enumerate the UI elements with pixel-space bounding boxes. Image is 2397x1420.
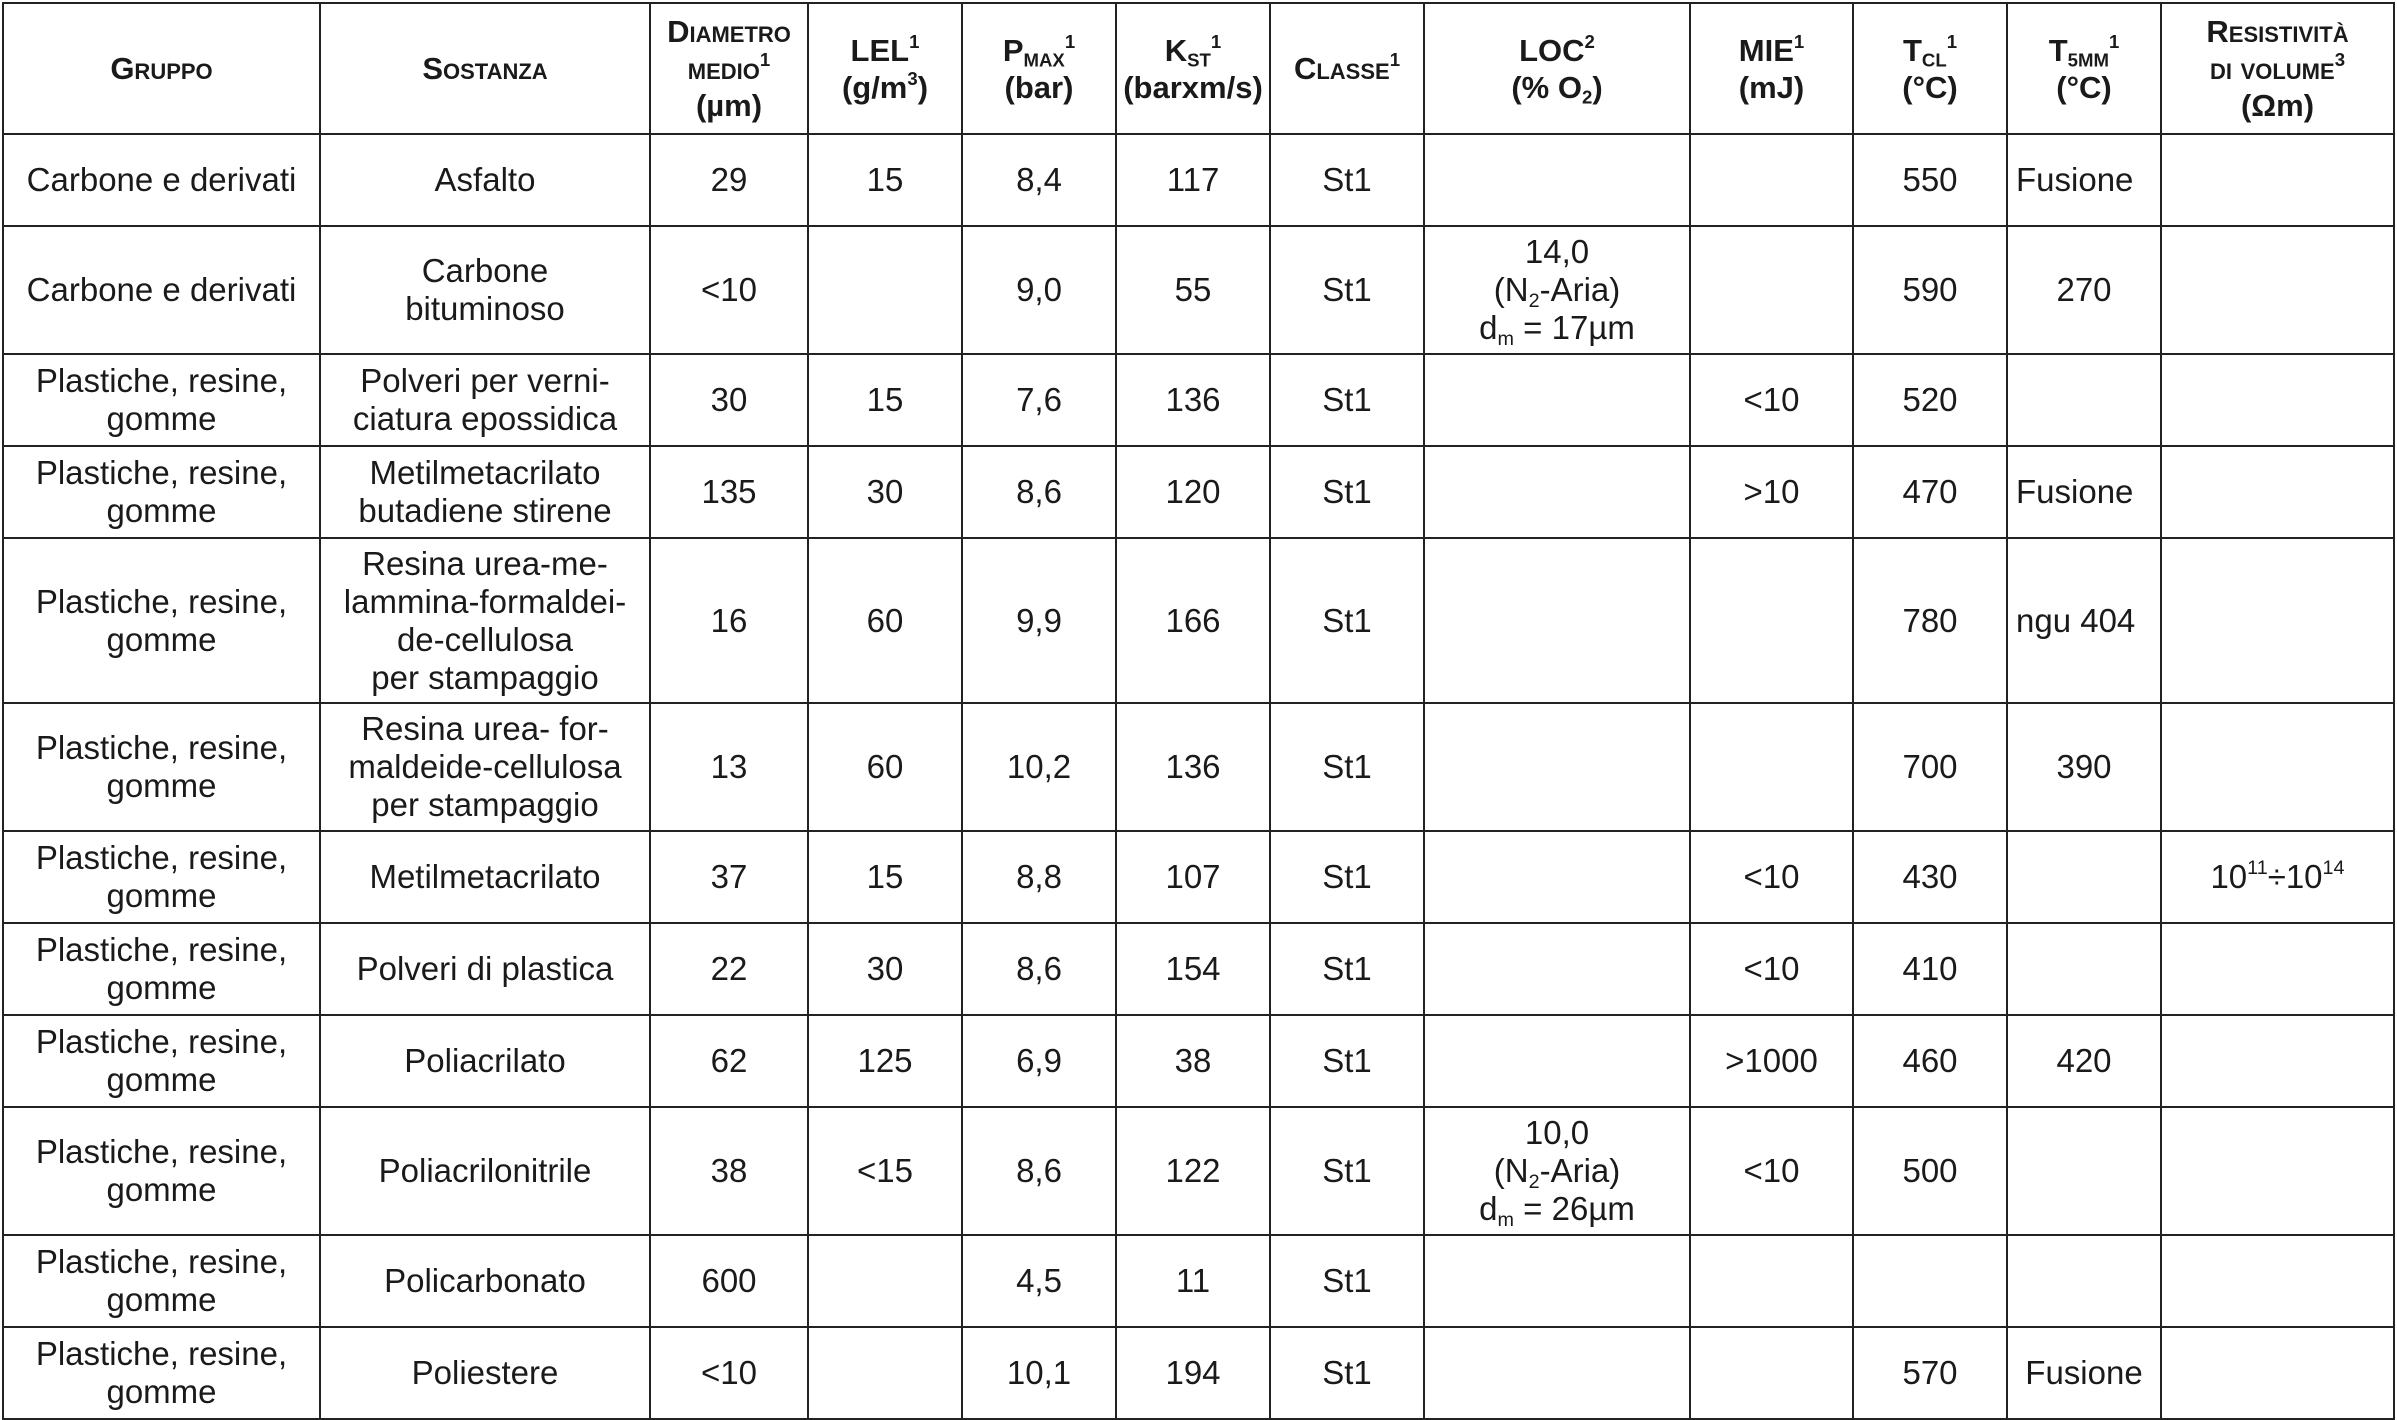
cell-lel: 60 xyxy=(808,703,962,831)
cell-kst: 38 xyxy=(1116,1015,1270,1107)
cell-mie xyxy=(1690,538,1853,703)
cell-mie: <10 xyxy=(1690,354,1853,446)
table-row xyxy=(3,1235,2394,1327)
table-row xyxy=(3,134,2394,226)
cell-t5mm xyxy=(2007,923,2161,1015)
cell-classe: St1 xyxy=(1270,446,1424,538)
cell-lel xyxy=(808,1235,962,1327)
cell-kst: 136 xyxy=(1116,703,1270,831)
cell-kst: 122 xyxy=(1116,1107,1270,1235)
cell-mie xyxy=(1690,134,1853,226)
cell-sostanza: Policarbonato xyxy=(320,1235,650,1327)
cell-classe: St1 xyxy=(1270,1327,1424,1419)
cell-classe: St1 xyxy=(1270,226,1424,354)
cell-resistivita xyxy=(2161,703,2394,831)
cell-mie xyxy=(1690,703,1853,831)
header-tcl: $T_{CL}^1$ (°C) xyxy=(1853,3,2007,134)
cell-sostanza: Resina urea-me- lammina-formaldei- de-cellulosa per stampaggio xyxy=(320,538,650,703)
cell-gruppo: Plastiche, resine, gomme xyxy=(3,1107,320,1235)
cell-gruppo: Plastiche, resine, gomme xyxy=(3,446,320,538)
cell-tcl: 460 xyxy=(1853,1015,2007,1107)
cell-lel: <15 xyxy=(808,1107,962,1235)
cell-tcl: 780 xyxy=(1853,538,2007,703)
header-diametro: Diametro medio$^1$ (µm) xyxy=(650,3,808,134)
table-row xyxy=(3,1015,2394,1107)
header-row xyxy=(3,3,2394,134)
cell-pmax: 8,6 xyxy=(962,446,1116,538)
cell-lel: 15 xyxy=(808,134,962,226)
cell-pmax: 7,6 xyxy=(962,354,1116,446)
cell-kst: 194 xyxy=(1116,1327,1270,1419)
cell-t5mm xyxy=(2007,1235,2161,1327)
cell-t5mm xyxy=(2007,831,2161,923)
cell-kst: 136 xyxy=(1116,354,1270,446)
cell-kst: 154 xyxy=(1116,923,1270,1015)
cell-lel: 60 xyxy=(808,538,962,703)
header-mie: MIE$^1$ (mJ) xyxy=(1690,3,1853,134)
cell-classe: St1 xyxy=(1270,538,1424,703)
cell-loc xyxy=(1424,134,1690,226)
cell-loc: 10,0 $(N_2-Aria)$ $d_m = 26\mu m$ xyxy=(1424,1107,1690,1235)
cell-diametro: 62 xyxy=(650,1015,808,1107)
cell-loc xyxy=(1424,923,1690,1015)
cell-pmax: 8,4 xyxy=(962,134,1116,226)
cell-classe: St1 xyxy=(1270,354,1424,446)
cell-lel: 30 xyxy=(808,446,962,538)
explosive-dust-table xyxy=(2,2,2395,1420)
cell-lel: 125 xyxy=(808,1015,962,1107)
cell-classe: St1 xyxy=(1270,831,1424,923)
cell-tcl xyxy=(1853,1235,2007,1327)
cell-loc xyxy=(1424,1327,1690,1419)
cell-resistivita xyxy=(2161,538,2394,703)
cell-resistivita xyxy=(2161,1015,2394,1107)
cell-tcl: 700 xyxy=(1853,703,2007,831)
header-classe: Classe$^1$ xyxy=(1270,3,1424,134)
cell-sostanza: Resina urea- for- maldeide-cellulosa per stampaggio xyxy=(320,703,650,831)
cell-mie: <10 xyxy=(1690,923,1853,1015)
cell-lel xyxy=(808,226,962,354)
cell-pmax: 9,9 xyxy=(962,538,1116,703)
cell-tcl: 500 xyxy=(1853,1107,2007,1235)
cell-kst: 107 xyxy=(1116,831,1270,923)
cell-kst: 120 xyxy=(1116,446,1270,538)
cell-loc xyxy=(1424,831,1690,923)
cell-diametro: <10 xyxy=(650,226,808,354)
header-sostanza: Sostanza xyxy=(320,3,650,134)
cell-resistivita xyxy=(2161,1235,2394,1327)
header-gruppo: Gruppo xyxy=(3,3,320,134)
cell-mie xyxy=(1690,1327,1853,1419)
cell-tcl: 470 xyxy=(1853,446,2007,538)
cell-loc xyxy=(1424,538,1690,703)
header-kst: $K_{ST}^1$ (barxm/s) xyxy=(1116,3,1270,134)
cell-kst: 55 xyxy=(1116,226,1270,354)
header-loc: LOC$^2$ (% $O_2$) xyxy=(1424,3,1690,134)
cell-classe: St1 xyxy=(1270,1235,1424,1327)
cell-resistivita xyxy=(2161,134,2394,226)
header-resistivita: Resistività di volume$^3$ (Ωm) xyxy=(2161,3,2394,134)
cell-diametro: 13 xyxy=(650,703,808,831)
cell-mie: <10 xyxy=(1690,1107,1853,1235)
cell-sostanza: Metilmetacrilato butadiene stirene xyxy=(320,446,650,538)
cell-loc: 14,0 $(N_2-Aria)$ $d_m = 17\mu m$ xyxy=(1424,226,1690,354)
cell-diametro: 22 xyxy=(650,923,808,1015)
cell-gruppo: Carbone e derivati xyxy=(3,226,320,354)
cell-gruppo: Plastiche, resine, gomme xyxy=(3,1327,320,1419)
cell-tcl: 520 xyxy=(1853,354,2007,446)
cell-mie: >10 xyxy=(1690,446,1853,538)
cell-classe: St1 xyxy=(1270,1015,1424,1107)
cell-diametro: 30 xyxy=(650,354,808,446)
cell-lel: 30 xyxy=(808,923,962,1015)
table-row xyxy=(3,923,2394,1015)
cell-tcl: 570 xyxy=(1853,1327,2007,1419)
header-t5mm: $T_{5MM}^1$ (°C) xyxy=(2007,3,2161,134)
cell-t5mm xyxy=(2007,354,2161,446)
cell-kst: 11 xyxy=(1116,1235,1270,1327)
table-row xyxy=(3,354,2394,446)
cell-sostanza: Metilmetacrilato xyxy=(320,831,650,923)
cell-gruppo: Carbone e derivati xyxy=(3,134,320,226)
cell-gruppo: Plastiche, resine, gomme xyxy=(3,831,320,923)
header-pmax: $P_{MAX}^1$ (bar) xyxy=(962,3,1116,134)
cell-lel xyxy=(808,1327,962,1419)
cell-diametro: 37 xyxy=(650,831,808,923)
table-row xyxy=(3,831,2394,923)
cell-resistivita xyxy=(2161,1107,2394,1235)
table-row xyxy=(3,446,2394,538)
cell-resistivita xyxy=(2161,1327,2394,1419)
table-row xyxy=(3,226,2394,354)
cell-tcl: 550 xyxy=(1853,134,2007,226)
cell-t5mm: Fusione xyxy=(2007,134,2161,226)
header-lel: LEL$^1$ $(g/m^3)$ xyxy=(808,3,962,134)
cell-gruppo: Plastiche, resine, gomme xyxy=(3,354,320,446)
cell-t5mm: Fusione xyxy=(2007,446,2161,538)
cell-resistivita xyxy=(2161,446,2394,538)
cell-t5mm xyxy=(2007,1107,2161,1235)
cell-t5mm: 420 xyxy=(2007,1015,2161,1107)
cell-sostanza: Polveri per verni- ciatura epossidica xyxy=(320,354,650,446)
cell-sostanza: Poliestere xyxy=(320,1327,650,1419)
cell-pmax: 4,5 xyxy=(962,1235,1116,1327)
cell-sostanza: Asfalto xyxy=(320,134,650,226)
cell-diametro: 16 xyxy=(650,538,808,703)
cell-pmax: 10,1 xyxy=(962,1327,1116,1419)
cell-pmax: 8,8 xyxy=(962,831,1116,923)
cell-pmax: 6,9 xyxy=(962,1015,1116,1107)
table-row xyxy=(3,538,2394,703)
cell-loc xyxy=(1424,446,1690,538)
cell-tcl: 430 xyxy=(1853,831,2007,923)
cell-gruppo: Plastiche, resine, gomme xyxy=(3,1235,320,1327)
cell-loc xyxy=(1424,703,1690,831)
cell-t5mm: 270 xyxy=(2007,226,2161,354)
cell-tcl: 410 xyxy=(1853,923,2007,1015)
cell-t5mm: Fusione xyxy=(2007,1327,2161,1419)
cell-mie xyxy=(1690,226,1853,354)
cell-resistivita xyxy=(2161,226,2394,354)
cell-diametro: 600 xyxy=(650,1235,808,1327)
cell-t5mm: 390 xyxy=(2007,703,2161,831)
cell-kst: 117 xyxy=(1116,134,1270,226)
cell-mie: >1000 xyxy=(1690,1015,1853,1107)
cell-diametro: 29 xyxy=(650,134,808,226)
cell-diametro: 135 xyxy=(650,446,808,538)
table-row xyxy=(3,1327,2394,1419)
cell-sostanza: Polveri di plastica xyxy=(320,923,650,1015)
cell-sostanza: Poliacrilato xyxy=(320,1015,650,1107)
table-row xyxy=(3,1107,2394,1235)
cell-mie xyxy=(1690,1235,1853,1327)
cell-resistivita xyxy=(2161,923,2394,1015)
cell-sostanza: Carbone bituminoso xyxy=(320,226,650,354)
cell-loc xyxy=(1424,1015,1690,1107)
cell-tcl: 590 xyxy=(1853,226,2007,354)
cell-pmax: 9,0 xyxy=(962,226,1116,354)
cell-classe: St1 xyxy=(1270,703,1424,831)
cell-pmax: 8,6 xyxy=(962,923,1116,1015)
cell-classe: St1 xyxy=(1270,134,1424,226)
cell-gruppo: Plastiche, resine, gomme xyxy=(3,1015,320,1107)
table-row xyxy=(3,703,2394,831)
cell-gruppo: Plastiche, resine, gomme xyxy=(3,538,320,703)
cell-lel: 15 xyxy=(808,831,962,923)
cell-sostanza: Poliacrilonitrile xyxy=(320,1107,650,1235)
cell-gruppo: Plastiche, resine, gomme xyxy=(3,923,320,1015)
cell-loc xyxy=(1424,354,1690,446)
cell-classe: St1 xyxy=(1270,1107,1424,1235)
cell-kst: 166 xyxy=(1116,538,1270,703)
cell-diametro: <10 xyxy=(650,1327,808,1419)
cell-resistivita xyxy=(2161,354,2394,446)
cell-mie: <10 xyxy=(1690,831,1853,923)
cell-classe: St1 xyxy=(1270,923,1424,1015)
cell-pmax: 10,2 xyxy=(962,703,1116,831)
cell-pmax: 8,6 xyxy=(962,1107,1116,1235)
cell-resistivita: $10^{11}\div 10^{14}$ xyxy=(2161,831,2394,923)
cell-loc xyxy=(1424,1235,1690,1327)
cell-gruppo: Plastiche, resine, gomme xyxy=(3,703,320,831)
cell-diametro: 38 xyxy=(650,1107,808,1235)
cell-t5mm: ngu 404 xyxy=(2007,538,2161,703)
cell-lel: 15 xyxy=(808,354,962,446)
